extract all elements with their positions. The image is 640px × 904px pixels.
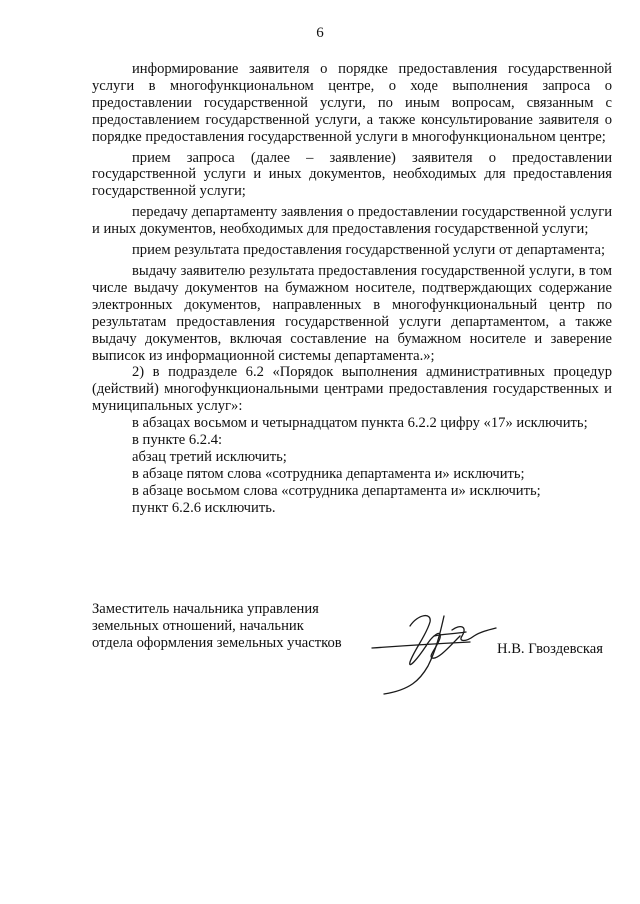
page-number: 6 [316, 25, 324, 41]
handwritten-signature [370, 606, 500, 698]
paragraph-request-intake: прием запроса (далее – заявление) заявителя о предоставлении государственной услуги и иных документов, необходимых для предоставления государственной услуги; [92, 149, 612, 200]
paragraph-fifth-clause: в абзаце пятом слова «сотрудника департамента и» исключить; [132, 465, 525, 482]
paragraph-third-clause: абзац третий исключить; [132, 448, 287, 465]
paragraph-informing: информирование заявителя о порядке предоставления государственной услуги в многофункциональном центре, о ходе выполнения запроса о предоставлении государственной услуги, по иным вопросам, связанным с предоставлением государственной услуги, а также консультирование заявителя о порядке предоставления государственной услуги в многофункциональном центре; [92, 61, 612, 145]
position-line: земельных отношений, начальник [92, 618, 304, 634]
paragraph-subsection-amendment: 2) в подразделе 6.2 «Порядок выполнения административных процедур (действий) многофункциональными центрами предоставления государственных и муниципальных услуг»: [92, 364, 612, 415]
paragraph-eighth-clause: в абзаце восьмом слова «сотрудника департамента и» исключить; [132, 482, 541, 499]
paragraph-item-6-2-6: пункт 6.2.6 исключить. [132, 499, 276, 516]
paragraph-item-6-2-2: в абзацах восьмом и четырнадцатом пункта 6.2.2 цифру «17» исключить; [132, 415, 588, 432]
paragraph-result-issue: выдачу заявителю результата предоставления государственной услуги, в том числе выдачу документов на бумажном носителе, подтверждающих содержание электронных документов, направленных в многофункциональный центр по результатам предоставления государственной услуги департаментом, а также выдачу документов, включая составление на бумажном носителе и заверение выписок из информационной системы департамента.»; [92, 262, 612, 364]
position-line: Заместитель начальника управления [92, 601, 319, 617]
document-body [92, 61, 612, 517]
paragraph-result-receipt: прием результата предоставления государственной услуги от департамента; [132, 242, 606, 259]
paragraph-item-6-2-4: в пункте 6.2.4: [132, 432, 223, 449]
position-line: отдела оформления земельных участков [92, 635, 342, 651]
paragraph-transfer: передачу департаменту заявления о предоставлении государственной услуги и иных документов, необходимых для предоставления государственной услуги; [92, 204, 612, 238]
signatory-name: Н.В. Гвоздевская [497, 641, 603, 657]
